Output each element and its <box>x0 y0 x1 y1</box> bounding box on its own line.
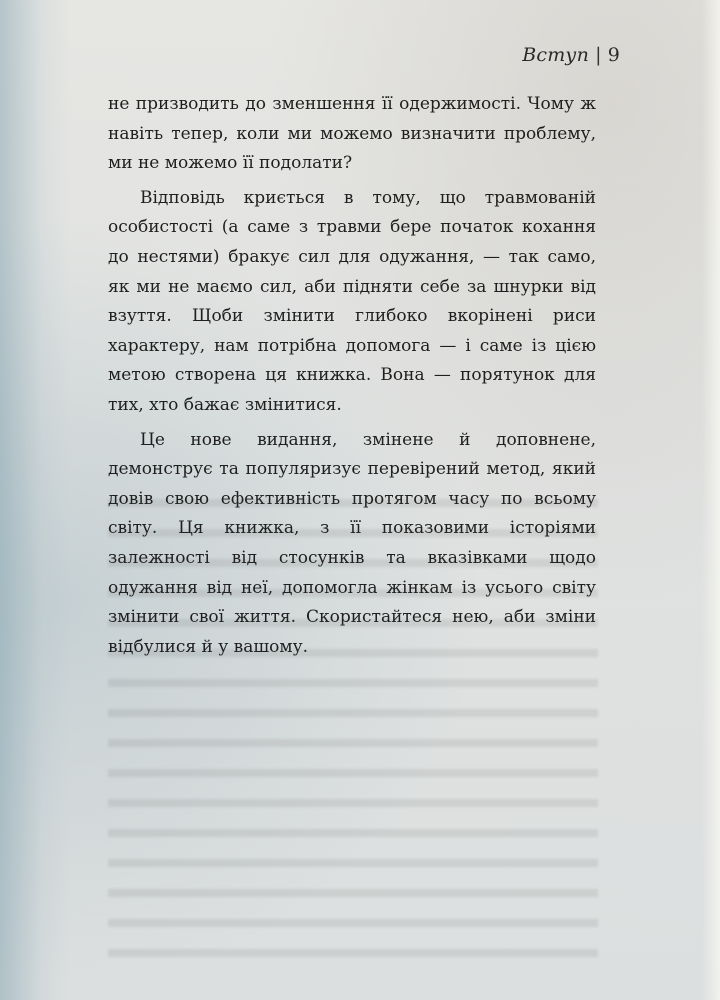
show-through-text <box>108 485 598 965</box>
page-edge <box>702 0 720 1000</box>
paragraph: Це нове видання, змінене й доповнене, демонструє та популяризує перевірений метод, який довів свою ефективність протягом часу по всьому світу. Ця книжка, з її показовими історіями залежності від стосунків та вказівками щодо одужання від неї, допомогла жінкам із усього світу змінити свої життя. Скористайтеся нею, аби зміни відбулися й у вашому. <box>108 429 596 657</box>
paragraph: Відповідь криється в тому, що травмованій особистості (а саме з травми бере початок кохання до нестями) бракує сил для одужання, — так само, як ми не маємо сил, аби підняти себе за шнурки від взуття. Щоби змінити глибоко вкорінені риси характеру, нам потрібна допомога — і саме із цією метою створена ця книжка. Вона — порятунок для тих, хто бажає змінитися. <box>108 187 596 415</box>
running-header <box>522 44 620 66</box>
page-number: 9 <box>607 44 620 66</box>
spine-shadow <box>0 0 70 1000</box>
paragraph-continued: не призводить до зменшення її одержимості. Чому ж навіть тепер, коли ми можемо визначити проблему, ми не можемо її подолати? <box>108 94 596 174</box>
header-separator: | <box>595 44 602 66</box>
section-title: Вступ <box>522 44 590 66</box>
